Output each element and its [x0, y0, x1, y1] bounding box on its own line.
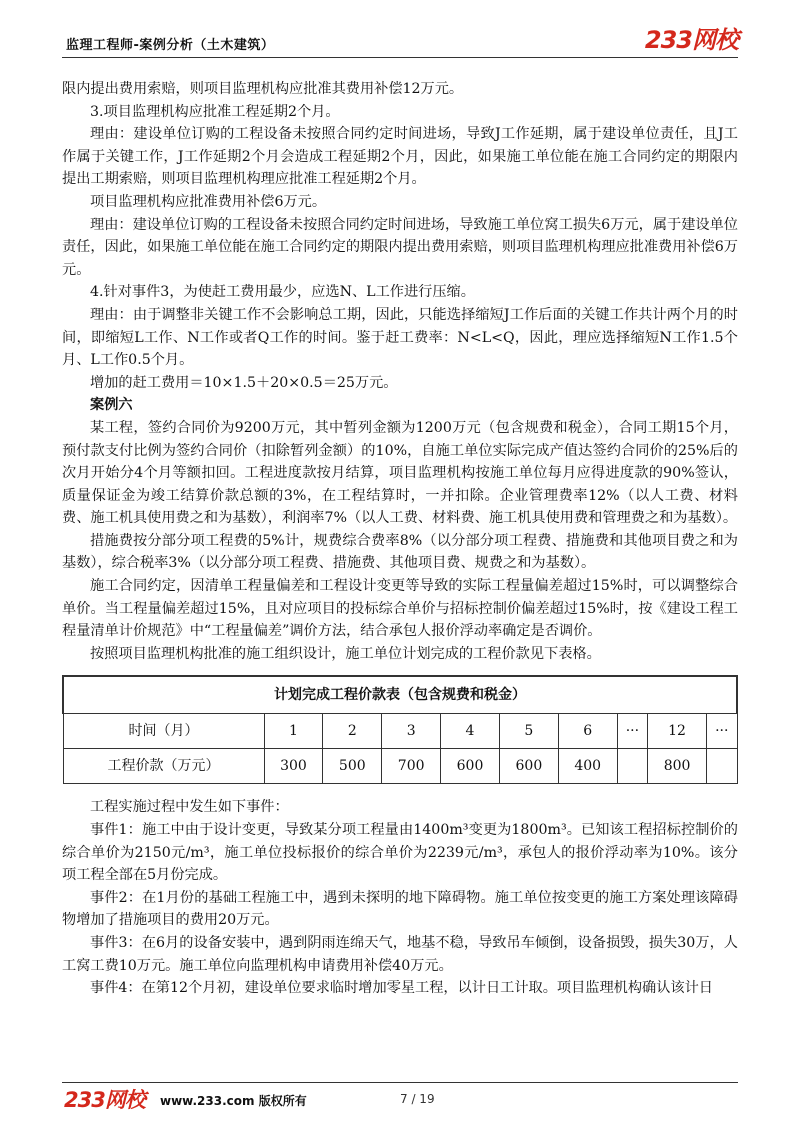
row-label-amounts: 工程价款（万元） — [63, 749, 264, 784]
amount-cell: 700 — [382, 749, 441, 784]
amount-cell: 800 — [648, 749, 707, 784]
paragraph: 限内提出费用索赔，则项目监理机构应批准其费用补偿12万元。 — [62, 81, 464, 97]
paragraph: 措施费按分部分项工程费的5%计，规费综合费率8%（以分部分项工程费、措施费和其他项目费之和为基数），综合税率3%（以分部分项工程费、措施费、其他项目费、规费之和为基数）。 — [62, 532, 738, 572]
amount-cell: 600 — [441, 749, 500, 784]
month-cell: 4 — [441, 714, 500, 749]
paragraph: 4.针对事件3，为使赶工费用最少，应选N、L工作进行压缩。 — [90, 284, 475, 301]
month-cell: ··· — [617, 714, 647, 749]
page-header — [62, 20, 738, 52]
row-label-months: 时间（月） — [63, 714, 264, 749]
payment-plan-table — [62, 675, 738, 784]
month-cell: ··· — [706, 714, 737, 749]
month-cell: 1 — [264, 714, 323, 749]
paragraph: 3.项目监理机构应批准工程延期2个月。 — [90, 103, 340, 120]
page-number: 7 / 19 — [400, 1092, 435, 1106]
amount-cell: 400 — [558, 749, 617, 784]
footer-logo[interactable]: 233网校 — [64, 1088, 145, 1112]
paragraph: 理由：建设单位订购的工程设备未按照合同约定时间进场，导致施工单位窝工损失6万元，属于建设单位责任，因此，如果施工单位能在施工合同约定的期限内提出费用索赔，则项目监理机构理应批准费用补偿6万元。 — [62, 216, 738, 278]
paragraph: 事件2：在1月份的基础工程施工中，遇到未探明的地下障碍物。施工单位按变更的施工方案处理该障碍物增加了措施项目的费用20万元。 — [62, 889, 738, 929]
paragraph-group-1 — [62, 78, 738, 665]
document-body — [62, 78, 738, 1000]
month-cell: 2 — [323, 714, 382, 749]
paragraph: 事件1：施工中由于设计变更，导致某分项工程量由1400m³变更为1800m³。已知该工程招标控制价的综合单价为2150元/m³，施工单位投标报价的综合单价为2239元/m³，承包人的报价浮动率为10%。该分项工程全部在5月份完成。 — [62, 822, 738, 884]
page-footer — [62, 1090, 738, 1116]
table-row-amounts — [63, 749, 737, 784]
paragraph-group-2 — [62, 796, 738, 999]
table-row-months — [63, 714, 737, 749]
document-title: 监理工程师-案例分析（土木建筑） — [66, 38, 275, 53]
paragraph: 工程实施过程中发生如下事件： — [90, 799, 289, 816]
month-cell: 6 — [558, 714, 617, 749]
table-caption: 计划完成工程价款表（包含规费和税金） — [63, 676, 737, 714]
amount-cell: 500 — [323, 749, 382, 784]
paragraph: 理由：建设单位订购的工程设备未按照合同约定时间进场，导致J工作延期，属于建设单位责任，且J工作属于关键工作，J工作延期2个月会造成工程延期2个月，因此，如果施工单位能在施工合同约定的期限内提出工期索赔，则项目监理机构理应批准工程延期2个月。 — [62, 126, 738, 188]
month-cell: 12 — [648, 714, 707, 749]
month-cell: 3 — [382, 714, 441, 749]
footer-divider — [62, 1082, 738, 1083]
paragraph: 某工程，签约合同价为9200万元，其中暂列金额为1200万元（包含规费和税金），合同工期15个月，预付款支付比例为签约合同价（扣除暂列金额）的10%，自施工单位实际完成产值达签约合同价的25%后的次月开始分4个月等额扣回。工程进度款按月结算，项目监理机构按施工单位每月应得进度款的90%签认，质量保证金为竣工结算价款总额的3%，在工程结算时，一并扣除。企业管理费率12%（以人工费、材料费、施工机具使用费之和为基数），利润率7%（以人工费、材料费、施工机具使用费和管理费之和为基数）。 — [62, 419, 738, 527]
paragraph: 事件3：在6月的设备安装中，遇到阴雨连绵天气，地基不稳，导致吊车倾倒，设备损毁，损失30万，人工窝工费10万元。施工单位向监理机构申请费用补偿40万元。 — [62, 935, 738, 974]
month-cell: 5 — [499, 714, 558, 749]
paragraph: 按照项目监理机构批准的施工组织设计，施工单位计划完成的工程价款见下表格。 — [90, 645, 601, 662]
header-divider — [62, 57, 738, 58]
paragraph: 项目监理机构应批准费用补偿6万元。 — [90, 193, 327, 210]
amount-cell — [617, 749, 647, 784]
paragraph: 案例六 — [90, 397, 133, 414]
paragraph: 增加的赶工费用＝10×1.5＋20×0.5＝25万元。 — [90, 374, 398, 391]
amount-cell: 300 — [264, 749, 323, 784]
paragraph: 理由：由于调整非关键工作不会影响总工期，因此，只能选择缩短J工作后面的关键工作共计两个月的时间，即缩短L工作、N工作或者Q工作的时间。鉴于赶工费率：N<L<Q，因此，理应选择缩短N工作1.5个月、L工作0.5个月。 — [62, 306, 738, 369]
brand-logo[interactable]: 233网校 — [644, 26, 738, 54]
paragraph: 施工合同约定，因清单工程量偏差和工程设计变更等导致的实际工程量偏差超过15%时，可以调整综合单价。当工程量偏差超过15%，且对应项目的投标综合单价与招标控制价偏差超过15%时，按《建设工程工程量清单计价规范》中“工程量偏差”调价方法，结合承包人报价浮动率确定是否调价。 — [62, 578, 738, 640]
paragraph: 事件4：在第12个月初，建设单位要求临时增加零星工程，以计日工计取。项目监理机构确认该计日 — [90, 980, 713, 997]
footer-site[interactable]: www.233.com 版权所有 — [160, 1094, 307, 1108]
amount-cell: 600 — [499, 749, 558, 784]
amount-cell — [706, 749, 737, 784]
